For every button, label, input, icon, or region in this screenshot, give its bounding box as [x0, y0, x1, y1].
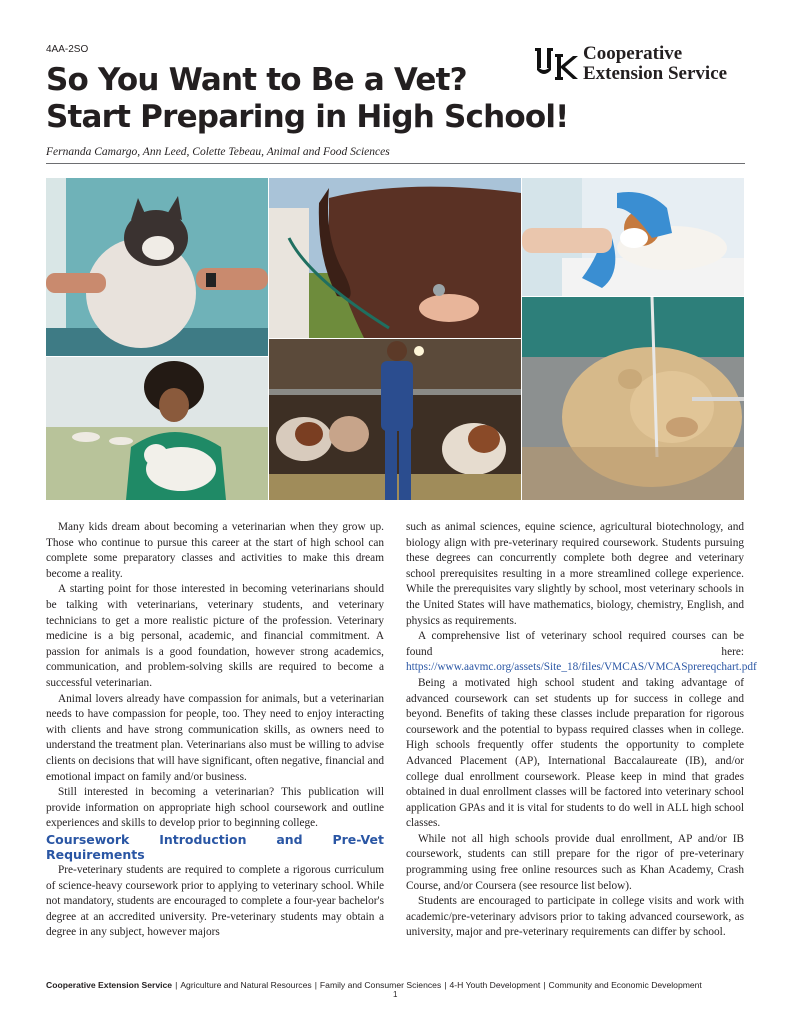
- footer-unit-community: Community and Economic Development: [548, 980, 702, 990]
- footer-separator: |: [314, 980, 317, 990]
- prereq-chart-link[interactable]: https://www.aavmc.org/assets/Site_18/files/VMCAS/VMCASprereqchart.pdf: [406, 661, 757, 674]
- publication-code: 4AA-2SO: [46, 44, 89, 55]
- title-line-1: So You Want to Be a Vet?: [46, 62, 467, 98]
- footer-org: Cooperative Extension Service: [46, 980, 173, 990]
- paragraph-online-resources: While not all high schools provide dual enrollment, AP and/or IB coursework, students can still prepare for the rigor of pre-veterinary programming using free online resources such as Khan Academy, Crash Course, and/or Coursera (see resource list below).: [406, 832, 744, 892]
- paragraph-pre-vet-requirements: Pre-veterinary students are required to complete a rigorous curriculum of science-heavy coursework prior to applying to veterinary school. While not mandatory, students are encouraged to complete a four-year bachelor's degree at an accredited university. Pre-veterinary students may obtain a degree in any subject, however majors: [46, 864, 384, 939]
- course-list-text: A comprehensive list of veterinary school required courses can be found here:: [406, 630, 744, 658]
- footer-separator: |: [175, 980, 178, 990]
- paragraph-still-interested: Still interested in becoming a veterinarian? This publication will provide information on appropriate high school coursework and outline experiences and skills to develop prior to beginning college.: [46, 786, 384, 830]
- paragraph-compassion: Animal lovers already have compassion for animals, but a veterinarian needs to have compassion for people, too. They need to enjoy interacting with clients and have strong communication skills, as owners need to understand the treatment plan. Veterinarians also must be willing to advise clients on decisions that will have significant, often negative, financial and emotional impact on family and/or business.: [46, 692, 384, 783]
- body-column-right: [406, 520, 757, 941]
- photo-sedated-lion-cub: [522, 297, 744, 500]
- paragraph-advanced-coursework: Being a motivated high school student and taking advantage of advanced coursework can set students up for success in college and beyond. Benefits of taking these classes include preparation for rigorous coursework and the potential to bypass required classes when in college. High schools frequently offer students the opportunity to complete Advanced Placement (AP), International Baccalaureate (IB), and/or college dual enrollment coursework. Please keep in mind that grades obtained in dual enrollment classes will be factored into veterinary school application GPAs and it is vital for students to do well in ALL high school classes.: [406, 676, 744, 830]
- footer-unit-4h: 4-H Youth Development: [449, 980, 541, 990]
- section-heading-coursework: Coursework Introduction and Pre-Vet Requirements: [46, 831, 384, 863]
- photo-vet-with-horse: [269, 178, 521, 338]
- authors-line: Fernanda Camargo, Ann Leed, Colette Tebeau, Animal and Food Sciences: [46, 146, 390, 158]
- footer: [46, 980, 746, 990]
- photo-woman-with-lamb: [46, 357, 268, 500]
- page-title: [46, 62, 606, 136]
- header-divider: [46, 163, 745, 164]
- page-number: 1: [393, 990, 398, 999]
- footer-separator: |: [444, 980, 447, 990]
- body-column-left: [46, 520, 384, 941]
- intro-paragraph: Many kids dream about becoming a veterinarian when they grow up. Those who continue to pursue this career at the start of high school can complete some preparatory classes and activities to make this dream become a reality.: [46, 521, 384, 580]
- logo-line-2: Extension Service: [583, 63, 728, 84]
- paragraph-starting-point: A starting point for those interested in becoming veterinarians should be talking with veterinarians, veterinary students, and veterinary technicians to get a more realistic picture of the profession. Veterinary medicine is a big personal, academic, and financial commitment. A passion for animals is a good foundation, however strong academics, communication, and problem-solving skills are required to become a successful veterinarian.: [46, 583, 384, 689]
- photo-vet-in-cattle-barn: [269, 339, 521, 500]
- footer-separator: |: [543, 980, 546, 990]
- title-line-2: Start Preparing in High School!: [46, 99, 569, 135]
- paragraph-college-visits: Students are encouraged to participate in college visits and work with academic/pre-veterinary advisors prior to taking advanced coursework, as university, major and pre-veterinary requirements can differ by school.: [406, 895, 744, 939]
- paragraph-course-list: [406, 629, 757, 676]
- photo-vet-with-dog: [522, 178, 744, 296]
- footer-unit-family: Family and Consumer Sciences: [319, 980, 442, 990]
- logo-line-1: Cooperative: [583, 43, 683, 64]
- photo-vet-with-cat: [46, 178, 268, 356]
- footer-unit-agriculture: Agriculture and Natural Resources: [180, 980, 312, 990]
- paragraph-majors-continued: such as animal sciences, equine science, agricultural biotechnology, and biology align with pre-veterinary required coursework. Students pursuing these degrees can concurrently complete both degree and veterinary school prerequisites resulting in a more streamlined college experience. While the prerequisites vary slightly by school, most veterinary schools in the United States will have mathematics, biology, chemistry, English, and physics as requirements.: [406, 521, 744, 627]
